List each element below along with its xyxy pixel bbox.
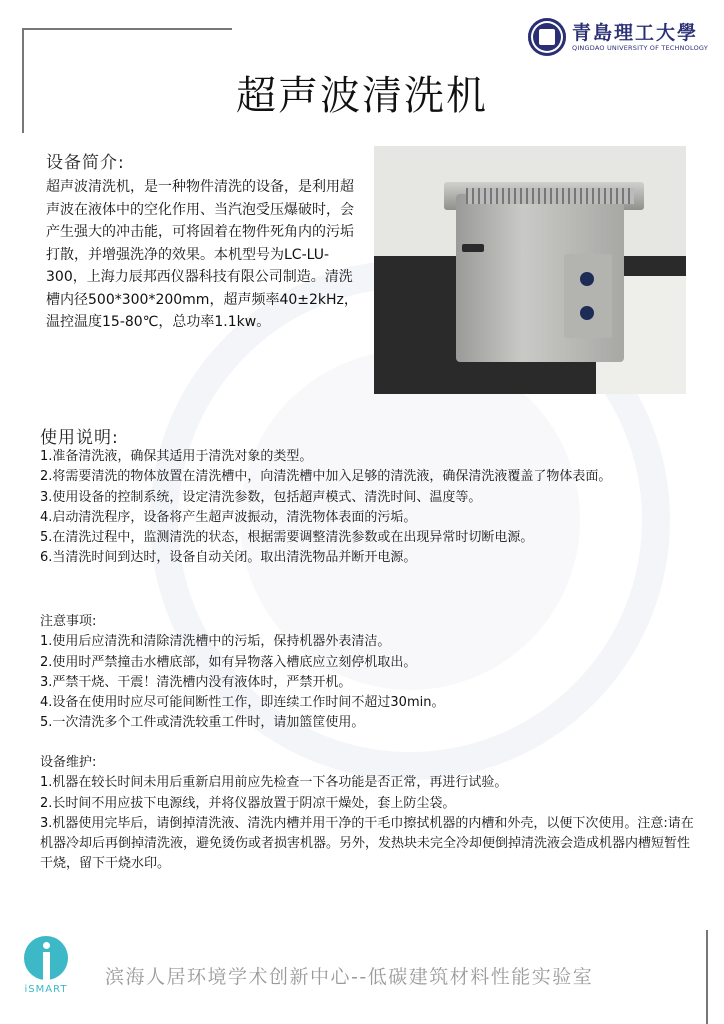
university-logo (528, 18, 708, 56)
intro-text: 超声波清洗机，是一种物件清洗的设备，是利用超声波在液体中的空化作用、当汽泡受压爆破时，会产生强大的冲击能，可将固着在物件死角内的污垢打散，并增强洗净的效果。本机型号为LC-LU-300，上海力辰邦西仪器科技有限公司制造。清洗槽内径500*300*200mm，超声频率40±2kHz，温控温度15-80℃，总功率1.1kw。 (46, 179, 358, 330)
ismart-label: iSMART (24, 984, 68, 995)
maintenance-section (40, 753, 700, 875)
notes-item: 3.严禁干烧、干震！清洗槽内没有液体时，严禁开机。 (40, 674, 352, 690)
university-name-cn: 青島理工大學 (572, 22, 699, 44)
ultrasonic-cleaner-photo (374, 146, 686, 394)
notes-section (40, 612, 700, 734)
notes-item: 1.使用后应清洗和清除清洗槽中的污垢，保持机器外表清洁。 (40, 634, 391, 650)
notes-item: 5.一次清洗多个工件或清洗较重工件时，请加篮筐使用。 (40, 715, 365, 731)
maintenance-item: 3.机器使用完毕后，请倒掉清洗液、清洗内槽并用干净的干毛巾擦拭机器的内槽和外壳，以便下次使用。注意:请在机器冷却后再倒掉清洗液，避免烫伤或者损害机器。另外，发热块未完全冷却便倒掉清洗液会造成机器内槽短暂性干烧，留下干烧水印。 (40, 815, 694, 872)
frame-line-bottom-right (706, 930, 708, 1024)
university-seal-icon (528, 18, 566, 56)
usage-list (40, 447, 700, 569)
usage-item: 3.使用设备的控制系统，设定清洗参数，包括超声模式、清洗时间、温度等。 (40, 489, 482, 505)
ismart-logo (18, 936, 78, 995)
notes-item: 4.设备在使用时应尽可能间断性工作，即连续工作时间不超过30min。 (40, 695, 445, 711)
maintenance-item: 2.长时间不用应拔下电源线，并将仪器放置于阴凉干燥处，套上防尘袋。 (40, 795, 456, 811)
usage-item: 6.当清洗时间到达时，设备自动关闭。取出清洗物品并断开电源。 (40, 550, 417, 566)
intro-heading: 设备简介: (46, 153, 125, 173)
footer-text: 滨海人居环境学术创新中心--低碳建筑材料性能实验室 (105, 966, 594, 988)
usage-item: 2.将需要清洗的物体放置在清洗槽中，向清洗槽中加入足够的清洗液，确保清洗液覆盖了物体表面。 (40, 469, 612, 485)
ismart-icon (24, 936, 68, 980)
usage-item: 1.准备清洗液，确保其适用于清洗对象的类型。 (40, 449, 313, 464)
maintenance-item: 1.机器在较长时间未用后重新启用前应先检查一下各功能是否正常，再进行试验。 (40, 775, 508, 791)
usage-item: 4.启动清洗程序，设备将产生超声波振动，清洗物体表面的污垢。 (40, 509, 417, 525)
notes-item: 2.使用时严禁撞击水槽底部，如有异物落入槽底应立刻停机取出。 (40, 654, 417, 670)
page-title: 超声波清洗机 (236, 73, 488, 119)
maintenance-heading: 设备维护: (40, 755, 97, 770)
university-name-en: QINGDAO UNIVERSITY OF TECHNOLOGY (572, 44, 708, 52)
usage-item: 5.在清洗过程中，监测清洗的状态，根据需要调整清洗参数或在出现异常时切断电源。 (40, 530, 534, 546)
frame-line-top (22, 28, 232, 30)
usage-heading: 使用说明: (40, 428, 119, 448)
notes-heading: 注意事项: (40, 614, 97, 629)
